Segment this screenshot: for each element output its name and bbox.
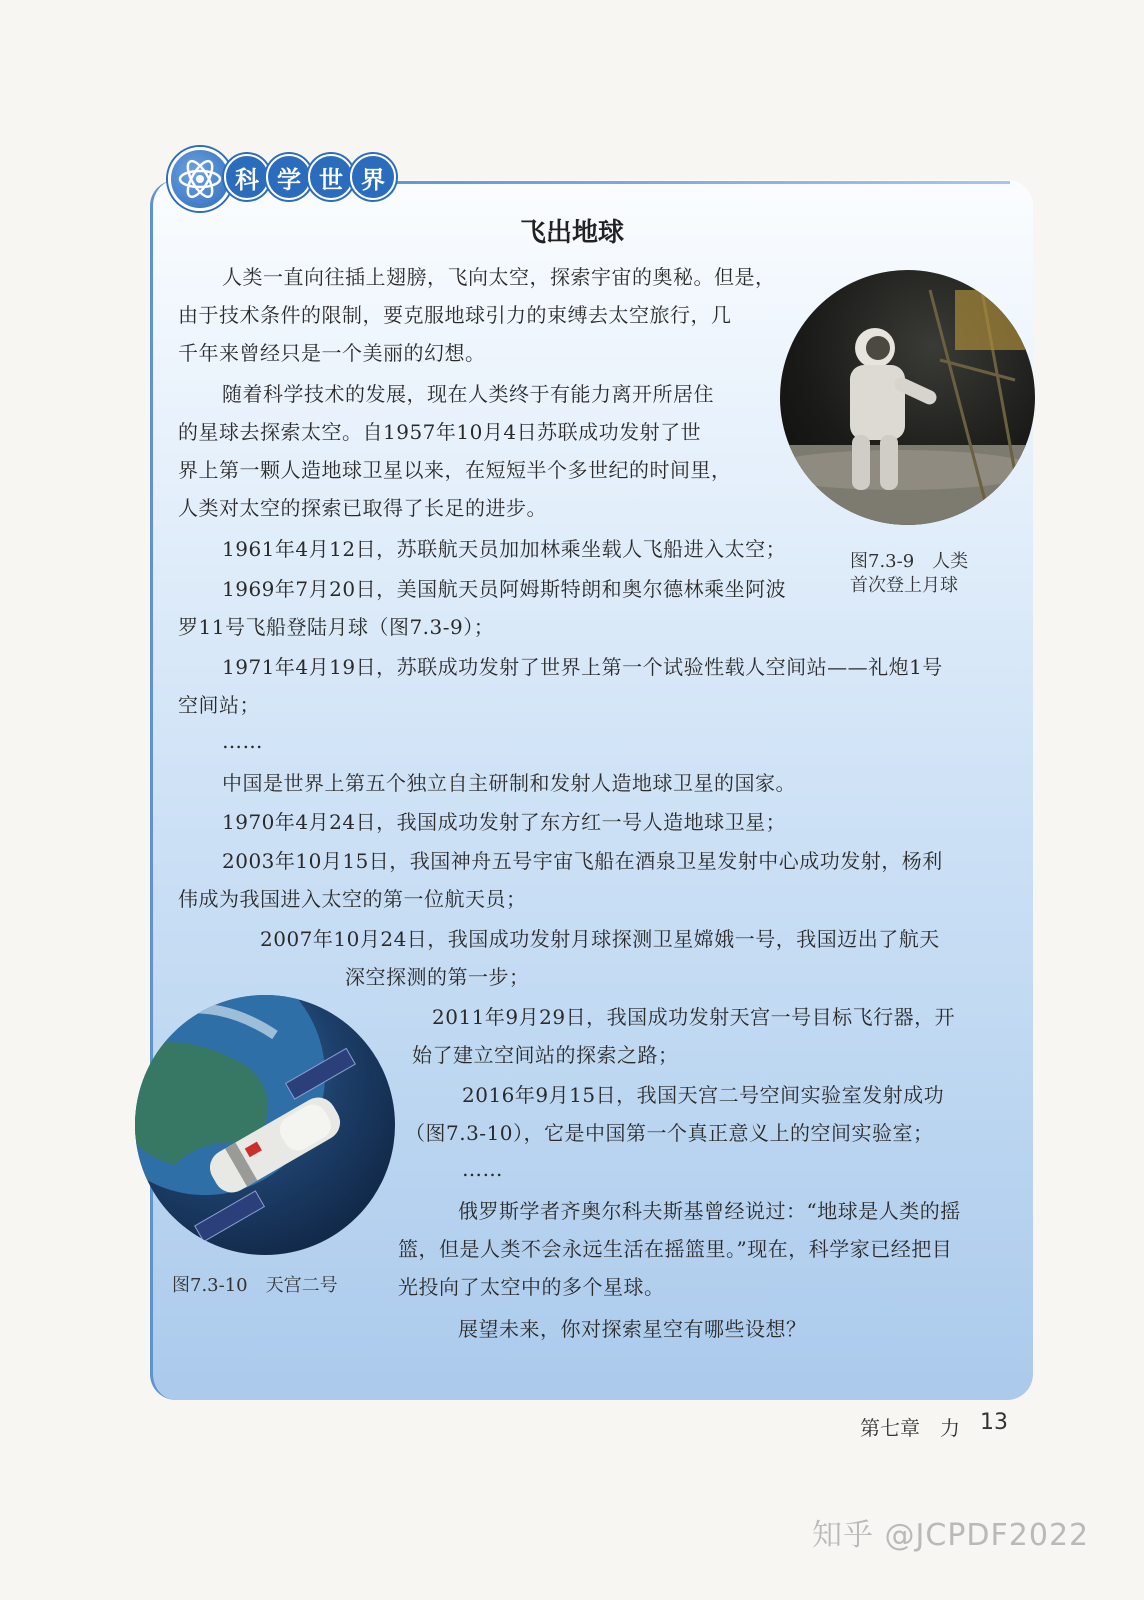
section-char: 世: [308, 154, 354, 200]
text-line: 中国是世界上第五个独立自主研制和发射人造地球卫星的国家。: [222, 771, 796, 795]
section-char: 界: [350, 154, 396, 200]
section-char: 学: [266, 154, 312, 200]
text-line: 2007年10月24日，我国成功发射月球探测卫星嫦娥一号，我国迈出了航天: [260, 927, 940, 951]
text-line: （图7.3-10），它是中国第一个真正意义上的空间实验室；: [405, 1121, 934, 1145]
text-line: 伟成为我国进入太空的第一位航天员；: [178, 887, 527, 911]
text-line: 展望未来，你对探索星空有哪些设想？: [458, 1317, 807, 1341]
text-line: ……: [462, 1157, 503, 1181]
text-line: 人类一直向往插上翅膀，飞向太空，探索宇宙的奥秘。但是，: [222, 265, 776, 289]
text-line: 1971年4月19日，苏联成功发射了世界上第一个试验性载人空间站——礼炮1号: [222, 655, 943, 679]
section-char: 科: [224, 154, 270, 200]
text-line: 俄罗斯学者齐奥尔科夫斯基曾经说过：“地球是人类的摇: [458, 1199, 961, 1223]
text-line: 人类对太空的探索已取得了长足的进步。: [178, 496, 547, 520]
text-line: 的星球去探索太空。自1957年10月4日苏联成功发射了世: [178, 420, 702, 444]
page-number: 13: [980, 1410, 1008, 1435]
text-line: 由于技术条件的限制，要克服地球引力的束缚去太空旅行，几: [178, 303, 732, 327]
section-heading: [224, 154, 392, 200]
text-line: 2011年9月29日，我国成功发射天宫一号目标飞行器，开: [432, 1005, 956, 1029]
moon-landing-photo: [780, 270, 1035, 525]
figure-caption: 首次登上月球: [850, 575, 958, 596]
text-line: 界上第一颗人造地球卫星以来，在短短半个多世纪的时间里，: [178, 458, 732, 482]
tiangong-photo: [135, 995, 395, 1255]
watermark: 知乎 @JCPDF2022: [812, 1518, 1090, 1553]
text-line: 2003年10月15日，我国神舟五号宇宙飞船在酒泉卫星发射中心成功发射，杨利: [222, 849, 943, 873]
text-line: 篮，但是人类不会永远生活在摇篮里。”现在，科学家已经把目: [398, 1237, 953, 1261]
text-line: 空间站；: [178, 693, 260, 717]
header-rule: [340, 181, 1010, 184]
text-line: 光投向了太空中的多个星球。: [398, 1275, 665, 1299]
figure-caption: 图7.3-9 人类: [850, 551, 969, 572]
text-line: 罗11号飞船登陆月球（图7.3-9）；: [178, 615, 495, 639]
figure-caption: 图7.3-10 天宫二号: [172, 1275, 338, 1296]
article-title: 飞出地球: [519, 218, 624, 248]
chapter-label: 第七章 力: [860, 1416, 960, 1440]
text-line: 深空探测的第一步；: [345, 965, 530, 989]
text-line: 千年来曾经只是一个美丽的幻想。: [178, 341, 486, 365]
text-line: ……: [222, 729, 263, 753]
text-line: 随着科学技术的发展，现在人类终于有能力离开所居住: [222, 382, 714, 406]
text-line: 2016年9月15日，我国天宫二号空间实验室发射成功: [462, 1083, 945, 1107]
text-line: 1961年4月12日，苏联航天员加加林乘坐载人飞船进入太空；: [222, 537, 787, 561]
text-line: 始了建立空间站的探索之路；: [412, 1043, 679, 1067]
text-line: 1970年4月24日，我国成功发射了东方红一号人造地球卫星；: [222, 810, 787, 834]
atom-icon: [168, 147, 232, 211]
text-line: 1969年7月20日，美国航天员阿姆斯特朗和奥尔德林乘坐阿波: [222, 577, 787, 601]
